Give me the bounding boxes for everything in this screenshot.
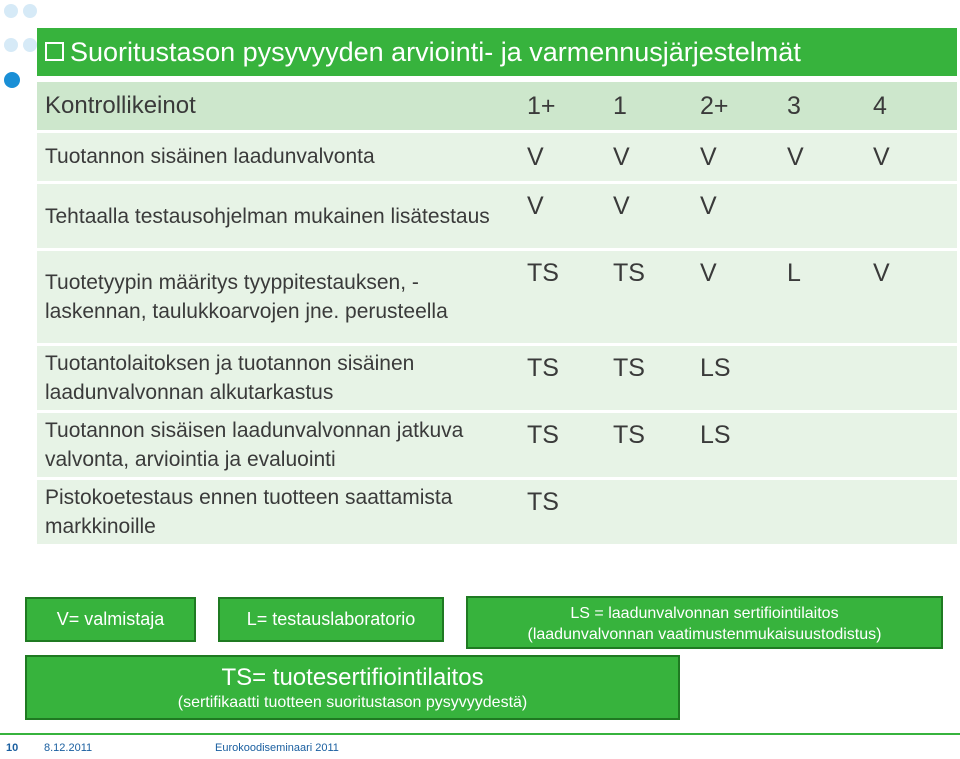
table-row: [37, 184, 957, 248]
header-cell: 2+: [688, 82, 775, 130]
header-cell: 4: [861, 82, 957, 130]
legend-v-box: [25, 597, 196, 642]
row-value: TS: [601, 413, 688, 477]
decor-dot: [4, 4, 18, 18]
legend-ts-box: [25, 655, 680, 720]
header-cell: 1: [601, 82, 688, 130]
legend-ls-line1: LS = laadunvalvonnan sertifiointilaitos: [570, 605, 839, 622]
row-value: TS: [601, 346, 688, 410]
row-label: Tuotannon sisäinen laadunvalvonta: [37, 133, 515, 181]
row-value: [775, 184, 861, 248]
row-value: [775, 346, 861, 410]
row-value: [861, 346, 957, 410]
table-row: [37, 346, 957, 410]
row-label: Tuotantolaitoksen ja tuotannon sisäinen laadunvalvonnan alkutarkastus: [37, 346, 515, 410]
legend-l-box: [218, 597, 444, 642]
decor-dot: [4, 72, 20, 88]
row-value: [861, 184, 957, 248]
row-value: V: [861, 133, 957, 181]
header-cell: 3: [775, 82, 861, 130]
row-value: LS: [688, 346, 775, 410]
table-row: [37, 251, 957, 343]
row-value: V: [601, 184, 688, 248]
row-value: [688, 480, 775, 544]
footer-divider: [0, 733, 960, 735]
legend-ls-line2: (laadunvalvonnan vaatimustenmukaisuustodistus): [527, 626, 882, 643]
row-value: [861, 413, 957, 477]
row-label: Tehtaalla testausohjelman mukainen lisätestaus: [37, 184, 515, 248]
row-value: [775, 413, 861, 477]
checkbox-icon: [45, 42, 64, 61]
table-row: [37, 480, 957, 544]
footer-event: Eurokoodiseminaari 2011: [215, 742, 339, 754]
row-label: Tuotannon sisäisen laadunvalvonnan jatkuva valvonta, arviointia ja evaluointi: [37, 413, 515, 477]
row-value: V: [688, 133, 775, 181]
row-value: V: [515, 133, 601, 181]
table-row: [37, 413, 957, 477]
decor-dot: [23, 4, 37, 18]
slide-title: [37, 28, 957, 76]
control-table: [37, 79, 957, 547]
row-value: LS: [688, 413, 775, 477]
legend-ls-box: [466, 596, 943, 649]
header-cell: 1+: [515, 82, 601, 130]
decor-dot: [4, 38, 18, 52]
row-value: V: [601, 133, 688, 181]
row-value: V: [515, 184, 601, 248]
title-text: Suoritustason pysyvyyden arviointi- ja varmennusjärjestelmät: [70, 37, 801, 67]
footer-page: 10: [6, 742, 19, 754]
row-value: TS: [515, 413, 601, 477]
row-value: TS: [515, 251, 601, 343]
table-row: [37, 133, 957, 181]
row-value: V: [688, 251, 775, 343]
row-value: [601, 480, 688, 544]
row-label: Pistokoetestaus ennen tuotteen saattamista markkinoille: [37, 480, 515, 544]
row-label: Tuotetyypin määritys tyyppitestauksen, -laskennan, taulukkoarvojen jne. perusteella: [37, 251, 515, 343]
decor-dot: [23, 38, 37, 52]
legend-ts-line1: TS= tuotesertifiointilaitos: [221, 664, 484, 691]
legend-v: V= valmistaja: [56, 609, 165, 629]
row-value: TS: [601, 251, 688, 343]
row-value: L: [775, 251, 861, 343]
row-value: V: [775, 133, 861, 181]
row-value: [861, 480, 957, 544]
row-value: [775, 480, 861, 544]
row-value: TS: [515, 346, 601, 410]
row-value: V: [861, 251, 957, 343]
row-value: V: [688, 184, 775, 248]
legend-l: L= testauslaboratorio: [246, 609, 416, 629]
table-header-row: [37, 82, 957, 130]
header-cell: Kontrollikeinot: [37, 82, 515, 130]
legend-ts-line2: (sertifikaatti tuotteen suoritustason pysyvyydestä): [177, 694, 528, 711]
row-value: TS: [515, 480, 601, 544]
footer-date: 8.12.2011: [44, 742, 93, 754]
